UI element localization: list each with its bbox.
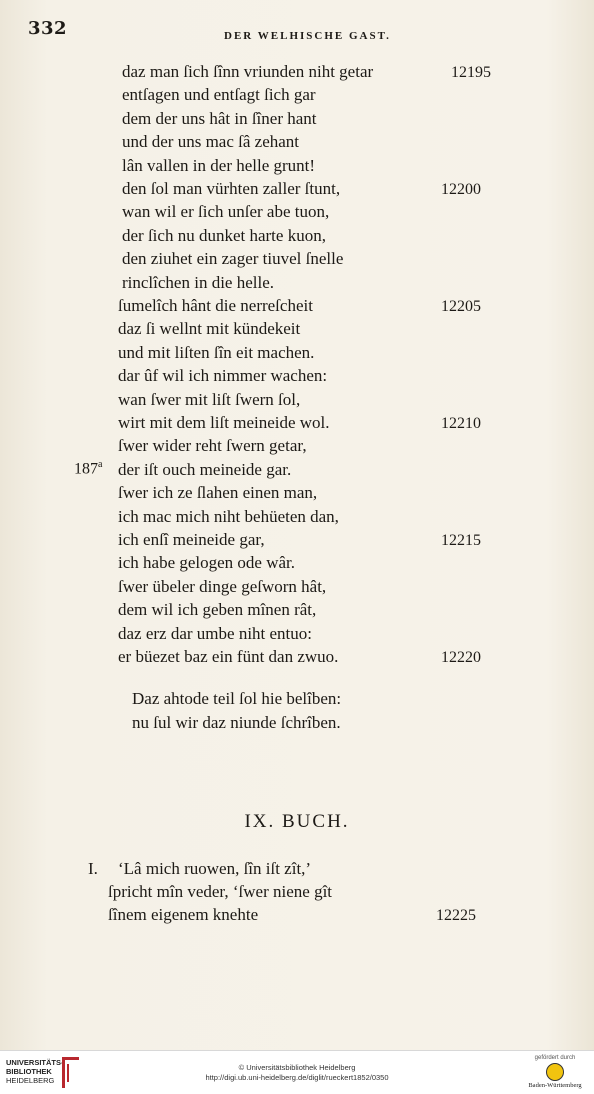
verse-line: ſpricht mîn veder, ‘ſwer niene gît [108,882,333,901]
verse-line: der ſich nu dunket harte kuon, [122,226,326,245]
verse-line: lân vallen in der helle grunt! [122,156,316,175]
line-number: 12200 [441,181,481,198]
verse-line: ſwer übeler dinge geſworn hât, [118,577,327,596]
verse-line: wirt mit dem liſt meineide wol. [118,413,330,432]
verse-line: den ziuhet ein zager tiuvel ſnelle [122,249,344,268]
verse-line: ſînem eigenem knehte [108,905,259,924]
line-number: 12215 [441,532,481,549]
line-number: 12220 [441,649,481,666]
verse-line: dem wil ich geben mînen rât, [118,600,317,619]
verse-line: ich mac mich niht behüeten dan, [118,507,339,526]
verse-line: der iſt ouch meineide gar. [118,460,292,479]
verse-line: ſwer wider reht ſwern getar, [118,436,307,455]
verse-line: daz ſi wellnt mit kündekeit [118,319,301,338]
verse-line: wan wil er ſich unſer abe tuon, [122,202,330,221]
running-title: DER WELHISCHE GAST. [224,30,391,42]
verse-line: ſumelîch hânt die nerreſcheit [118,296,313,315]
verse-line: wan ſwer mit liſt ſwern ſol, [118,390,301,409]
verse-line: daz man ſich ſînn vriunden niht getar [122,62,374,81]
verse-line: ich habe gelogen ode wâr. [118,553,296,572]
verse-line: den ſol man vürhten zaller ſtunt, [122,179,341,198]
footer-bar [0,1050,594,1094]
verse-line: dem der uns hât in ſîner hant [122,109,317,128]
library-logo-text[interactable]: UNIVERSITÄTS- BIBLIOTHEK HEIDELBERG [6,1058,64,1085]
verse-line: und mit liſten ſîn eit machen. [118,343,315,362]
copyright-notice: © Universitätsbibliothek Heidelberg http://digi.ub.uni-heidelberg.de/diglit/rueckert1852/0350 [0,1063,594,1083]
verse-line: rinclîchen in die helle. [122,273,274,292]
verse-line: ‘Lâ mich ruowen, ſîn iſt zît,’ [118,859,312,878]
verse-line: entſagen und entſagt ſich gar [122,85,316,104]
sponsor-logo[interactable]: gefördert durch Baden-Württemberg [528,1055,582,1089]
book-heading: IX. BUCH. [244,811,350,832]
verse-line: und der uns mac ſâ zehant [122,132,300,151]
verse-line: er büezet baz ein fünt dan zwuo. [118,647,339,666]
page-number: 332 [28,18,68,39]
verse-line: ich enſî meineide gar, [118,530,265,549]
line-number: 12195 [451,64,491,81]
section-label: I. [88,859,98,878]
verse-line: daz erz dar umbe niht entuo: [118,624,313,643]
closing-line: nu ſul wir daz niunde ſchrîben. [132,713,341,732]
state-emblem-icon [546,1063,564,1081]
closing-line: Daz ahtode teil ſol hie belîben: [132,689,342,708]
margin-note: 187$^a$ [74,459,103,478]
line-number: 12205 [441,298,481,315]
verse-line: ſwer ich ze ſlahen einen man, [118,483,318,502]
line-number: 12225 [436,907,476,924]
verse-line: dar ûf wil ich nimmer wachen: [118,366,328,385]
line-number: 12210 [441,415,481,432]
permalink[interactable]: http://digi.ub.uni-heidelberg.de/diglit/rueckert1852/0350 [205,1073,389,1082]
